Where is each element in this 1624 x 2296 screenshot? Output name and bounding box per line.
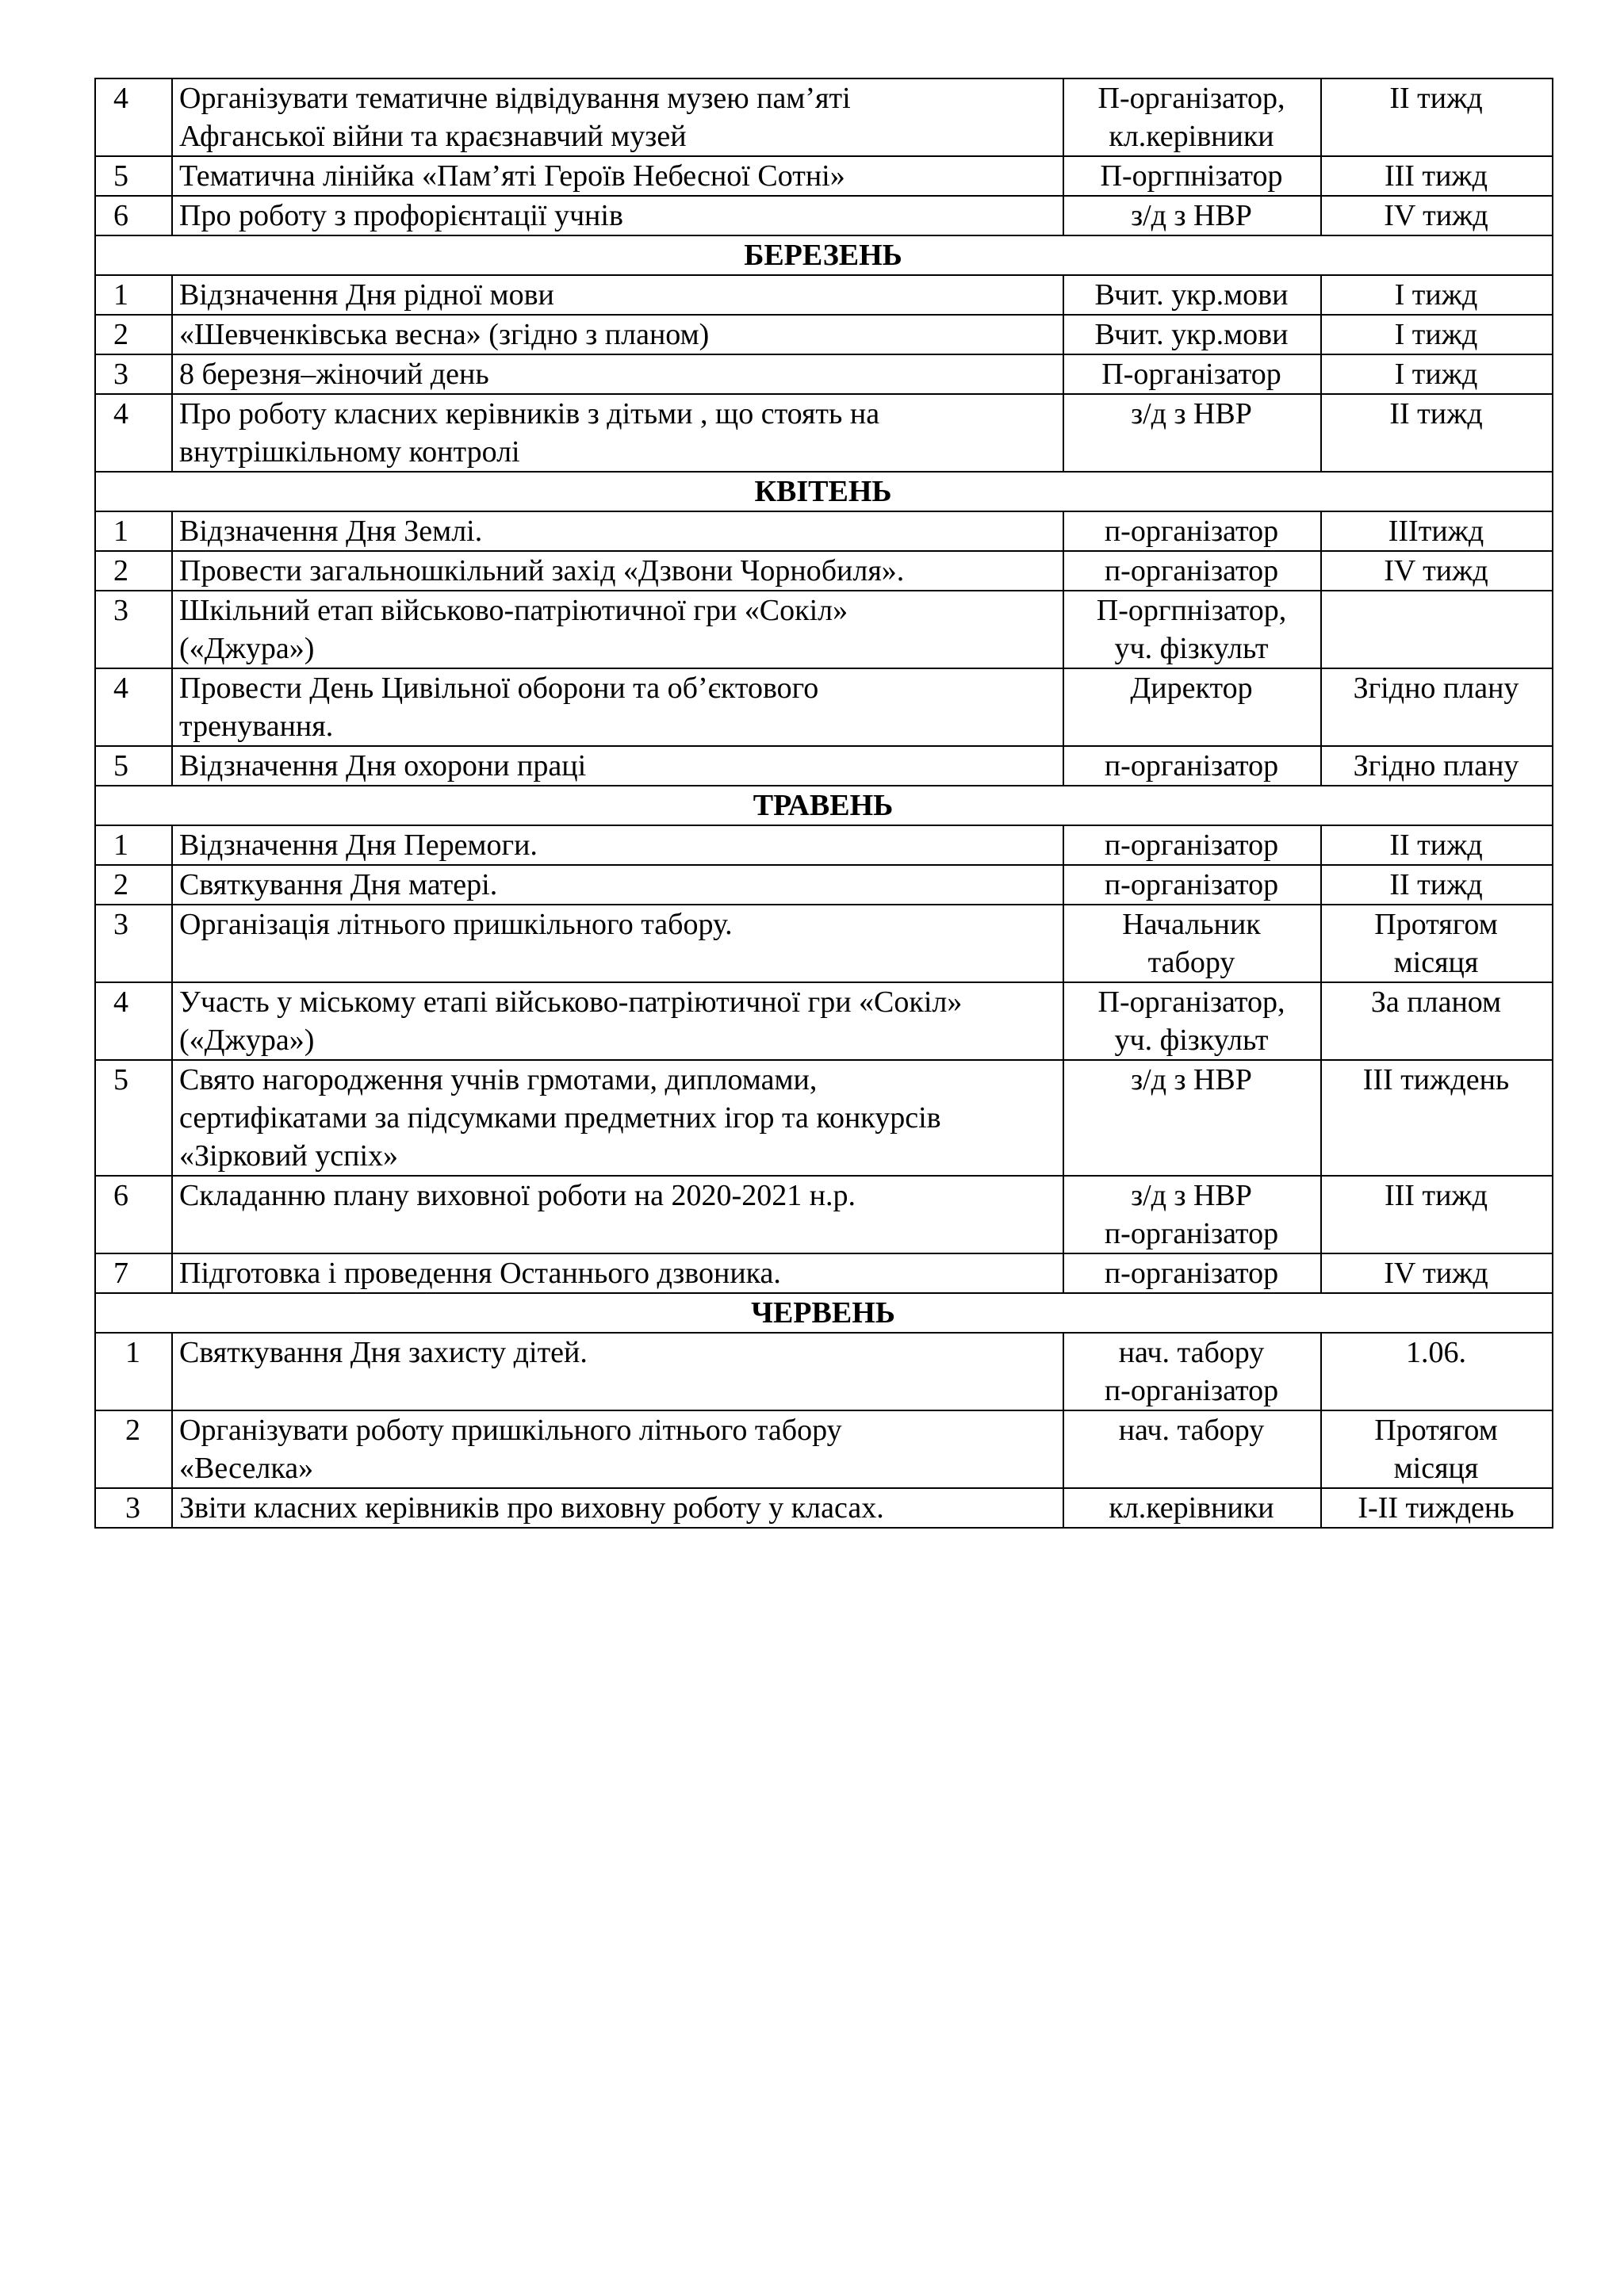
row-number: 6 [95,1176,172,1253]
table-row [95,1333,1553,1410]
term-text: Згідно плану [1353,749,1519,783]
activity-text: («Джура») [179,632,315,665]
activity-text: Відзначення Дня охорони праці [179,749,587,783]
row-number: 2 [95,551,172,591]
term-cell [1321,315,1553,354]
work-plan-table-body [95,78,1553,1528]
responsible-text: п-організатор [1104,1217,1279,1250]
term-text: ІІІ тижд [1385,159,1488,193]
activity-text: Провести загальношкільний захід «Дзвони Чорнобиля». [179,554,905,587]
responsible-cell [1063,1176,1321,1253]
activity-text: Підготовка і проведення Останнього дзвоника. [179,1257,781,1290]
table-row [95,591,1553,668]
table-row [95,196,1553,235]
row-number: 5 [95,1060,172,1176]
row-number: 4 [95,982,172,1060]
activity-text: Відзначення Дня Перемоги. [179,828,538,862]
activity-cell [172,668,1063,746]
activity-text: Організувати тематичне відвідування музею пам’яті [179,82,851,115]
activity-text: Організувати роботу пришкільного літнього табору [179,1414,842,1447]
term-text: ІІІ тижд [1385,1179,1488,1212]
month-heading: БЕРЕЗЕНЬ [95,235,1553,275]
term-text: ІІ тижд [1389,868,1483,901]
responsible-cell [1063,982,1321,1060]
responsible-text: з/д з НВР [1131,1063,1252,1096]
activity-cell [172,315,1063,354]
term-text: ІІ тижд [1389,828,1483,862]
table-row [95,746,1553,786]
row-number: 5 [95,746,172,786]
table-row [95,1488,1553,1528]
activity-text: Свято нагородження учнів грмотами, дипломами, [179,1063,818,1096]
responsible-text: п-організатор [1104,868,1279,901]
term-text: Протягом [1374,1414,1498,1447]
activity-cell [172,1410,1063,1488]
activity-text: Відзначення Дня Землі. [179,515,483,548]
activity-cell [172,354,1063,394]
term-text: ІV тижд [1384,554,1488,587]
term-text: І тижд [1394,278,1478,312]
row-number: 1 [95,825,172,865]
month-heading: ТРАВЕНЬ [95,786,1553,825]
row-number: 6 [95,196,172,235]
responsible-text: кл.керівники [1109,120,1274,153]
row-number: 2 [95,865,172,905]
row-number: 4 [95,78,172,156]
table-row [95,511,1553,551]
month-heading: КВІТЕНЬ [95,472,1553,511]
row-number: 3 [95,1488,172,1528]
responsible-cell [1063,315,1321,354]
term-text: Протягом [1374,908,1498,941]
row-number: 2 [95,315,172,354]
responsible-cell [1063,668,1321,746]
row-number: 3 [95,905,172,982]
row-number: 7 [95,1253,172,1293]
row-number: 4 [95,394,172,472]
term-text: ІІ тижд [1389,82,1483,115]
responsible-cell [1063,196,1321,235]
responsible-text: Начальник [1122,908,1261,941]
responsible-text: з/д з НВР [1131,1179,1252,1212]
activity-text: 8 березня–жіночий день [179,358,489,391]
table-row [95,315,1553,354]
responsible-text: п-організатор [1104,749,1279,783]
month-heading: ЧЕРВЕНЬ [95,1293,1553,1333]
activity-text: Провести День Цивільної оборони та об’єктового [179,672,819,705]
term-text: ІІІ тиждень [1362,1063,1510,1096]
activity-text: Про роботу з профорієнтації учнів [179,199,623,232]
table-row [95,275,1553,315]
activity-cell [172,1253,1063,1293]
month-header-row [95,786,1553,825]
activity-cell [172,1060,1063,1176]
responsible-text: кл.керівники [1109,1491,1274,1525]
row-number: 1 [95,1333,172,1410]
month-header-row [95,1293,1553,1333]
responsible-text: нач. табору [1118,1336,1265,1369]
activity-cell [172,591,1063,668]
activity-text: Афганської війни та краєзнавчий музей [179,120,687,153]
row-number: 1 [95,275,172,315]
responsible-text: з/д з НВР [1131,199,1252,232]
row-number: 2 [95,1410,172,1488]
term-cell [1321,1333,1553,1410]
activity-text: «Веселка» [179,1452,314,1485]
activity-cell [172,156,1063,196]
row-number: 1 [95,511,172,551]
responsible-text: Вчит. укр.мови [1094,318,1289,351]
term-cell [1321,1488,1553,1528]
activity-cell [172,825,1063,865]
term-cell [1321,1176,1553,1253]
table-row [95,982,1553,1060]
table-row [95,78,1553,156]
term-text: ІІ тижд [1389,397,1483,430]
responsible-cell [1063,511,1321,551]
activity-text: («Джура») [179,1024,315,1057]
term-text: місяця [1393,1452,1479,1485]
term-cell [1321,1410,1553,1488]
activity-text: внутрішкільному контролі [179,435,520,469]
responsible-text: нач. табору [1118,1414,1265,1447]
month-header-row [95,472,1553,511]
activity-text: «Шевченківська весна» (згідно з планом) [179,318,710,351]
table-row [95,905,1553,982]
responsible-cell [1063,354,1321,394]
activity-text: Участь у міському етапі військово-патріютичної гри «Сокіл» [179,985,963,1019]
table-row [95,156,1553,196]
row-number: 3 [95,354,172,394]
responsible-text: П-оргпнізатор, [1096,594,1287,627]
term-cell [1321,551,1553,591]
term-cell [1321,1253,1553,1293]
row-number: 3 [95,591,172,668]
responsible-cell [1063,1488,1321,1528]
responsible-text: уч. фізкульт [1114,1024,1269,1057]
term-cell [1321,196,1553,235]
term-cell [1321,511,1553,551]
responsible-cell [1063,156,1321,196]
responsible-cell [1063,1333,1321,1410]
term-text: Згідно плану [1353,672,1519,705]
activity-cell [172,905,1063,982]
activity-text: сертифікатами за підсумками предметних ігор та конкурсів [179,1101,941,1135]
table-row [95,668,1553,746]
term-text: І-ІІ тиждень [1358,1491,1515,1525]
term-cell [1321,394,1553,472]
term-cell [1321,156,1553,196]
term-text: ІІІтижд [1388,515,1484,548]
table-row [95,825,1553,865]
responsible-text: з/д з НВР [1131,397,1252,430]
responsible-cell [1063,394,1321,472]
table-row [95,1253,1553,1293]
activity-text: Організація літнього пришкільного табору. [179,908,733,941]
term-cell [1321,668,1553,746]
responsible-text: П-організатор, [1097,985,1285,1019]
table-row [95,865,1553,905]
term-text: І тижд [1394,358,1478,391]
responsible-cell [1063,1253,1321,1293]
responsible-cell [1063,591,1321,668]
responsible-cell [1063,551,1321,591]
activity-text: Про роботу класних керівників з дітьми , що стоять на [179,397,880,430]
term-text: 1.06. [1406,1336,1466,1369]
table-row [95,1410,1553,1488]
activity-cell [172,746,1063,786]
activity-text: Складанню плану виховної роботи на 2020-2021 н.р. [179,1179,856,1212]
activity-text: Відзначення Дня рідної мови [179,278,554,312]
responsible-text: п-організатор [1104,1374,1279,1407]
activity-cell [172,865,1063,905]
work-plan-table [94,78,1553,1529]
activity-cell [172,196,1063,235]
responsible-cell [1063,1060,1321,1176]
responsible-text: П-організатор [1101,358,1281,391]
row-number: 5 [95,156,172,196]
activity-text: Тематична лінійка «Пам’яті Героїв Небесної Сотні» [179,159,845,193]
responsible-cell [1063,905,1321,982]
activity-text: тренування. [179,710,334,743]
activity-text: Святкування Дня матері. [179,868,498,901]
term-cell [1321,275,1553,315]
term-text: І тижд [1394,318,1478,351]
activity-cell [172,1488,1063,1528]
responsible-text: Вчит. укр.мови [1094,278,1289,312]
activity-cell [172,551,1063,591]
term-cell [1321,865,1553,905]
term-cell [1321,1060,1553,1176]
table-row [95,354,1553,394]
activity-cell [172,1176,1063,1253]
term-cell [1321,825,1553,865]
responsible-cell [1063,275,1321,315]
row-number: 4 [95,668,172,746]
activity-text: Шкільний етап військово-патріютичної гри «Сокіл» [179,594,848,627]
responsible-cell [1063,746,1321,786]
activity-cell [172,275,1063,315]
term-cell [1321,591,1553,668]
responsible-text: табору [1147,946,1235,979]
responsible-text: п-організатор [1104,554,1279,587]
activity-cell [172,511,1063,551]
activity-cell [172,1333,1063,1410]
table-row [95,1176,1553,1253]
responsible-cell [1063,78,1321,156]
responsible-text: П-оргпнізатор [1100,159,1283,193]
table-row [95,394,1553,472]
responsible-cell [1063,825,1321,865]
term-cell [1321,905,1553,982]
responsible-text: п-організатор [1104,1257,1279,1290]
responsible-cell [1063,1410,1321,1488]
term-text: ІV тижд [1384,199,1488,232]
activity-cell [172,982,1063,1060]
responsible-text: П-організатор, [1097,82,1285,115]
responsible-text: Директор [1130,672,1253,705]
term-text: ІV тижд [1384,1257,1488,1290]
activity-cell [172,394,1063,472]
activity-text: Святкування Дня захисту дітей. [179,1336,588,1369]
activity-text: Звіти класних керівників про виховну роботу у класах. [179,1491,884,1525]
activity-text: «Зірковий успіх» [179,1139,399,1173]
term-cell [1321,354,1553,394]
responsible-cell [1063,865,1321,905]
responsible-text: п-організатор [1104,515,1279,548]
responsible-text: п-організатор [1104,828,1279,862]
month-header-row [95,235,1553,275]
term-cell [1321,78,1553,156]
term-cell [1321,746,1553,786]
table-row [95,1060,1553,1176]
term-text: місяця [1393,946,1479,979]
term-cell [1321,982,1553,1060]
term-text: За планом [1370,985,1502,1019]
table-row [95,551,1553,591]
activity-cell [172,78,1063,156]
responsible-text: уч. фізкульт [1114,632,1269,665]
